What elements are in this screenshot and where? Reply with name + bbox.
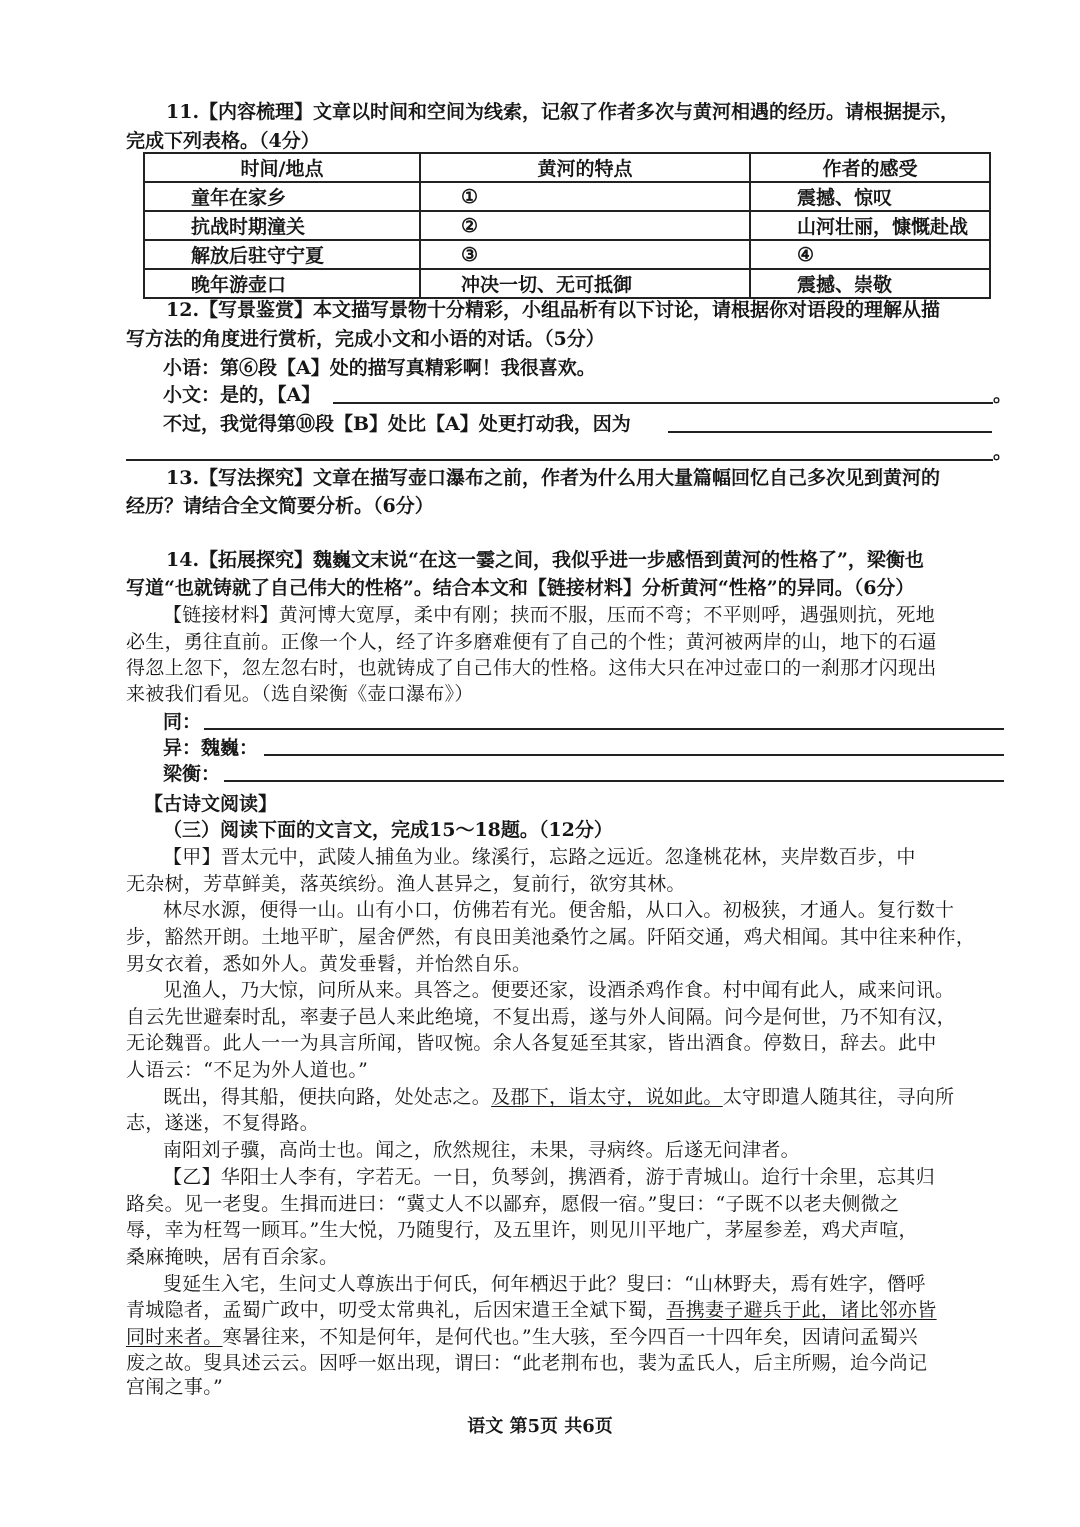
yi-line: 【乙】华阳士人李有，字若无。一日，负琴剑，携酒肴，游于青城山。迨行十余里，忘其归 xyxy=(163,1166,936,1188)
cell-time: 晚年游壶口 xyxy=(144,269,420,298)
q12-period-2: 。 xyxy=(993,441,1013,463)
jia-text: 太守即遣人随其往，寻向所 xyxy=(722,1086,955,1108)
q12-period-1: 。 xyxy=(993,384,1013,406)
section-intro: （三）阅读下面的文言文，完成15～18题。（12分） xyxy=(163,819,613,841)
cell-time: 解放后驻守宁夏 xyxy=(144,240,420,269)
yi-line-underlined xyxy=(126,1323,1004,1351)
yi-line: 桑麻掩映，居有百余家。 xyxy=(126,1246,339,1268)
jia-line: 人语云：“不足为外人道也。” xyxy=(126,1059,369,1081)
q13-prompt-line1: 13.【写法探究】文章在描写壶口瀑布之前，作者为什么用大量篇幅回忆自己多次见到黄河的 xyxy=(166,467,941,489)
header-time-place: 时间/地点 xyxy=(144,153,420,182)
cell-feature: ② xyxy=(420,211,750,240)
table-row xyxy=(144,211,990,240)
q11-table xyxy=(143,152,991,299)
jia-line-underlined xyxy=(163,1083,1004,1111)
cell-feature: 冲决一切、无可抵御 xyxy=(420,269,750,298)
q14-diff-liangheng-label: 梁衡： xyxy=(163,763,221,785)
jia-line: 林尽水源，便得一山。山有小口，仿佛若有光。便舍船，从口入。初极狭，才通人。复行数十 xyxy=(163,899,955,921)
header-river-features: 黄河的特点 xyxy=(420,153,750,182)
jia-line: 南阳刘子骥，高尚士也。闻之，欣然规往，未果，寻病终。后遂无问津者。 xyxy=(163,1139,800,1161)
q14-diff-weiwei-label: 异：魏巍： xyxy=(163,737,259,759)
cell-feature: ③ xyxy=(420,240,750,269)
cell-feeling: ④ xyxy=(750,240,990,269)
q12-answer-line-a[interactable] xyxy=(333,402,993,404)
q14-material-line4: 来被我们看见。（选自梁衡《壶口瀑布》） xyxy=(126,683,474,705)
yi-line-underlined xyxy=(126,1296,1004,1324)
table-row xyxy=(144,240,990,269)
table-row xyxy=(144,182,990,211)
q14-material-line2: 必生，勇往直前。正像一个人，经了许多磨难便有了自己的个性；黄河被两岸的山，地下的石逼 xyxy=(126,631,937,653)
cell-feeling: 震撼、惊叹 xyxy=(750,182,990,211)
jia-line: 男女衣着，悉如外人。黄发垂髫，并怡然自乐。 xyxy=(126,953,532,975)
cell-feeling: 山河壮丽，慷慨赴战 xyxy=(750,211,990,240)
q14-same-label: 同： xyxy=(163,711,202,733)
page-footer: 语文 第5页 共6页 xyxy=(467,1416,613,1437)
table-row xyxy=(144,269,990,298)
q12-dialogue-xiaowen: 小文：是的，【A】 xyxy=(163,384,321,406)
q14-same-answer-line[interactable] xyxy=(204,728,1004,730)
q14-material-line1: 【链接材料】黄河博大宽厚，柔中有刚；挟而不服，压而不弯；不平则呼，遇强则抗，死地 xyxy=(163,604,936,626)
jia-line: 志，遂迷，不复得路。 xyxy=(126,1112,320,1134)
yi-line: 废之故。叟具述云云。因呼一妪出现，谓曰：“此老荆布也，裴为孟氏人，后主所赐，迨今尚记 xyxy=(126,1352,928,1374)
jia-line: 自云先世避秦时乱，率妻子邑人来此绝境，不复出焉，遂与外人间隔。问今是何世，乃不知有汉， xyxy=(126,1006,956,1028)
q12-dialogue-b: 不过，我觉得第⑩段【B】处比【A】处更打动我，因为 xyxy=(163,413,631,435)
yi-underlined-sentence: 吾携妻子避兵于此，诸比邻亦皆 xyxy=(666,1299,937,1321)
q11-prompt-line2: 完成下列表格。（4分） xyxy=(126,130,320,152)
q13-prompt-line2: 经历？请结合全文简要分析。（6分） xyxy=(126,495,434,517)
jia-line: 无杂树，芳草鲜美，落英缤纷。渔人甚异之，复前行，欲穷其林。 xyxy=(126,873,686,895)
table-header-row xyxy=(144,153,990,182)
jia-text: 既出，得其船，便扶向路，处处志之。 xyxy=(163,1086,492,1108)
jia-line: 【甲】晋太元中，武陵人捕鱼为业。缘溪行，忘路之远近。忽逢桃花林，夹岸数百步，中 xyxy=(163,846,916,868)
jia-line: 见渔人，乃大惊，问所从来。具答之。便要还家，设酒杀鸡作食。村中闻有此人，咸来问讯。 xyxy=(163,979,955,1001)
yi-line: 辱，幸为枉驾一顾耳。”生大悦，乃随叟行，及五里许，则见川平地广，茅屋参差，鸡犬声喧， xyxy=(126,1219,918,1241)
q14-diff-liangheng-answer-line[interactable] xyxy=(224,780,1004,782)
cell-feeling: 震撼、崇敬 xyxy=(750,269,990,298)
yi-text: 寒暑往来，不知是何年，是何代也。”生大骇，至今四百一十四年矣，因请问孟蜀兴 xyxy=(222,1326,918,1348)
jia-line: 步，豁然开朗。土地平旷，屋舍俨然，有良田美池桑竹之属。阡陌交通，鸡犬相闻。其中往来种作， xyxy=(126,926,976,948)
cell-time: 童年在家乡 xyxy=(144,182,420,211)
q11-prompt-line1: 11.【内容梳理】文章以时间和空间为线索，记叙了作者多次与黄河相遇的经历。请根据提示， xyxy=(166,101,960,123)
yi-text: 青城隐者，孟蜀广政中，叨受太常典礼，后因宋遣王全斌下蜀， xyxy=(126,1299,667,1321)
q14-material-line3: 得忽上忽下，忽左忽右时，也就铸成了自己伟大的性格。这伟大只在冲过壶口的一刹那才闪现出 xyxy=(126,657,937,679)
q14-prompt-line1: 14.【拓展探究】魏巍文末说“在这一霎之间，我似乎进一步感悟到黄河的性格了”，梁衡也 xyxy=(166,549,924,571)
header-author-feelings: 作者的感受 xyxy=(750,153,990,182)
q12-dialogue-xiaoyu: 小语：第⑥段【A】处的描写真精彩啊！我很喜欢。 xyxy=(163,357,596,379)
jia-underlined-sentence: 及郡下，诣太守，说如此。 xyxy=(491,1086,723,1108)
q14-diff-weiwei-answer-line[interactable] xyxy=(264,754,1004,756)
yi-line: 叟延生入宅，生问丈人尊族出于何氏，何年栖迟于此？叟曰：“山林野夫，焉有姓字，僭呼 xyxy=(163,1273,926,1295)
section-heading: 【古诗文阅读】 xyxy=(144,793,278,815)
q14-prompt-line2: 写道“也就铸就了自己伟大的性格”。结合本文和【链接材料】分析黄河“性格”的异同。（6分） xyxy=(126,577,915,599)
yi-underlined-sentence: 同时来者。 xyxy=(126,1326,223,1348)
q12-answer-line-c[interactable] xyxy=(126,459,993,461)
q12-answer-line-b[interactable] xyxy=(668,431,992,433)
jia-line: 无论魏晋。此人一一为具言所闻，皆叹惋。余人各复延至其家，皆出酒食。停数日，辞去。此中 xyxy=(126,1032,937,1054)
q12-prompt-line2: 写方法的角度进行赏析，完成小文和小语的对话。（5分） xyxy=(126,328,605,350)
cell-time: 抗战时期潼关 xyxy=(144,211,420,240)
q12-prompt-line1: 12.【写景鉴赏】本文描写景物十分精彩，小组品析有以下讨论，请根据你对语段的理解从描 xyxy=(166,299,941,321)
yi-line: 路矣。见一老叟。生揖而进曰：“冀丈人不以鄙弃，愿假一宿。”叟曰：“子既不以老夫侧微之 xyxy=(126,1193,900,1215)
yi-line: 宫闱之事。” xyxy=(126,1376,224,1398)
cell-feature: ① xyxy=(420,182,750,211)
